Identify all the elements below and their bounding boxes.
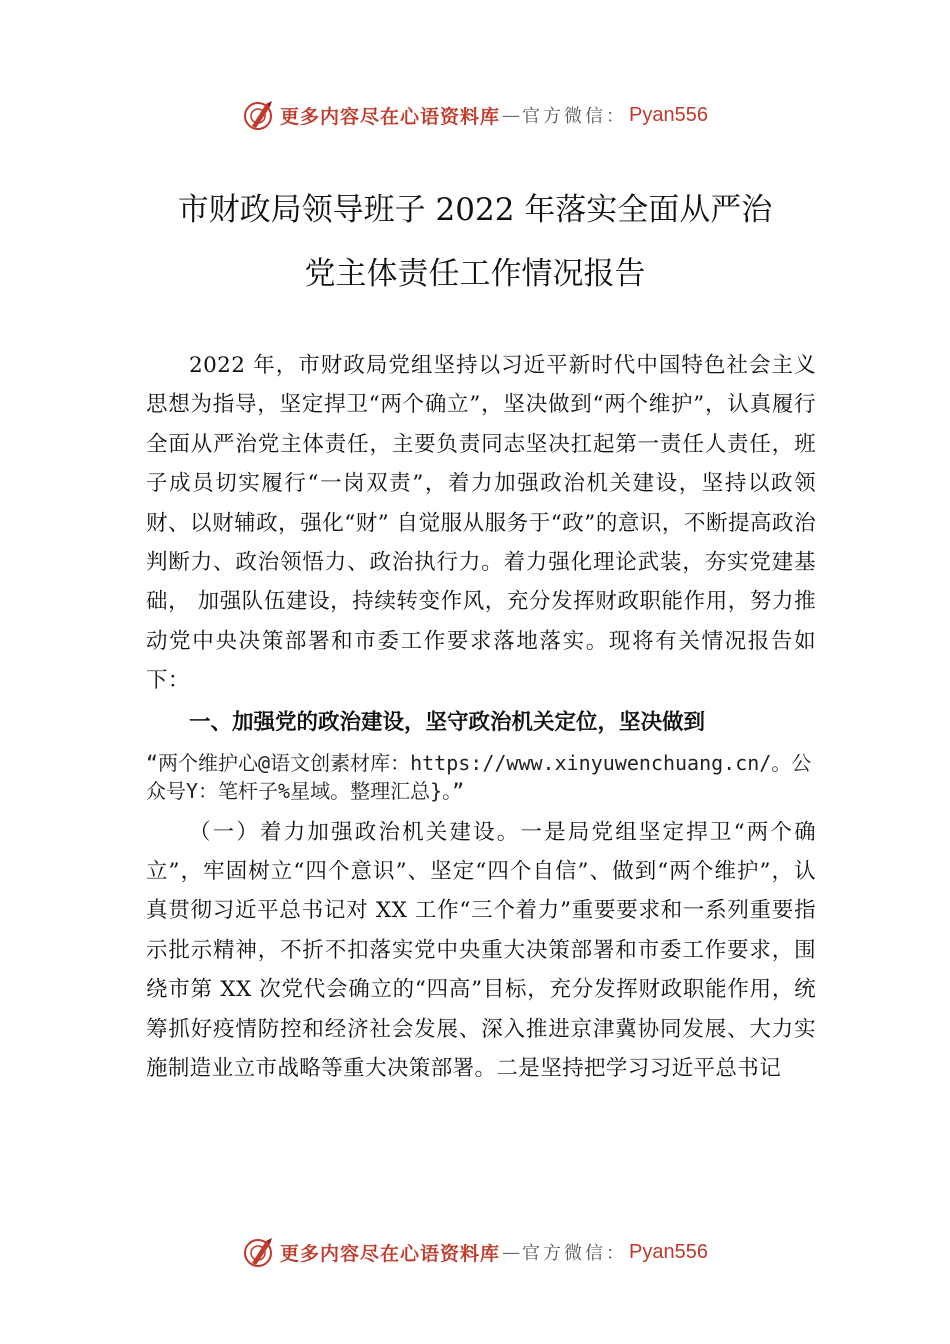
banner-official-label: 官方微信： — [522, 1243, 628, 1264]
header-banner — [0, 95, 950, 135]
pen-nib-logo-icon — [242, 98, 276, 132]
banner-official-label: 官方微信： — [522, 106, 628, 127]
document-title-line-1: 市财政局领导班子 2022 年落实全面从严治 — [177, 192, 773, 228]
pen-nib-logo-icon — [242, 1235, 276, 1269]
banner-separator: — — [502, 104, 521, 126]
banner-brand-text: 更多内容尽在心语资料库 — [280, 105, 501, 128]
document-title-line-2: 党主体责任工作情况报告 — [304, 256, 646, 292]
section-1-heading: 一、加强党的政治建设，坚守政治机关定位，坚决做到 — [189, 709, 706, 735]
banner-brand-text: 更多内容尽在心语资料库 — [280, 1242, 501, 1265]
section-1-quote: “两个维护心@语文创素材库：https://www.xinyuwenchuang.cn/。公众号Y：笔杆子%星域。整理汇总}。” — [146, 750, 812, 803]
intro-paragraph: 2022 年，市财政局党组坚持以习近平新时代中国特色社会主义思想为指导，坚定捍卫“两个确立”，坚决做到“两个维护”，认真履行全面从严治党主体责任，主要负责同志坚决扛起第一责任人责任，班子成员切实履行“一岗双责”，着力加强政治机关建设，坚持以政领财、以财辅政，强化“财” 自觉服从服务于“政”的意识，不断提高政治判断力、政治领悟力、政治执行力。着力强化理论武装，夯实党建基础， 加强队伍建设，持续转变作风，充分发挥财政职能作用，努力推动党中央决策部署和市委工作要求落地落实。现将有关情况报告如下： — [146, 353, 816, 694]
subsection-1-paragraph: （一）着力加强政治机关建设。一是局党组坚定捍卫“两个确立”，牢固树立“四个意识”、坚定“四个自信”、做到“两个维护”，认真贯彻习近平总书记对 XX 工作“三个着力”重要要求和一系列重要指示批示精神，不折不扣落实党中央重大决策部署和市委工作要求，围绕市第 XX 次党代会确立的“四高”目标，充分发挥财政职能作用，统筹抓好疫情防控和经济社会发展、深入推进京津冀协同发展、大力实施制造业立市战略等重大决策部署。二是坚持把学习习近平总书记 — [146, 819, 816, 1082]
document-body — [146, 346, 816, 1089]
banner-wechat-id: Pyan556 — [629, 103, 708, 126]
footer-banner — [0, 1232, 950, 1272]
banner-separator: — — [502, 1241, 521, 1263]
banner-wechat-id: Pyan556 — [629, 1240, 708, 1263]
